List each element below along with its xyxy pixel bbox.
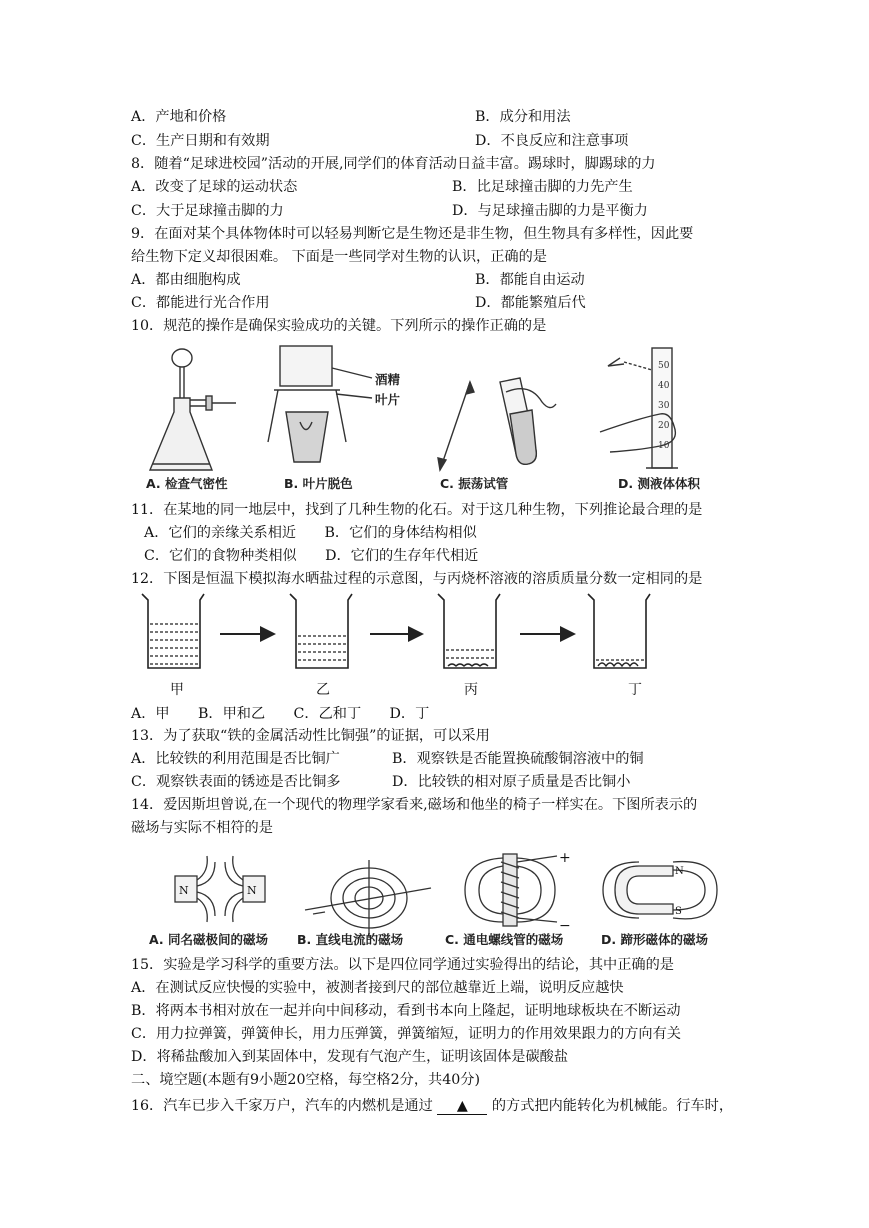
scale-40: 40	[658, 381, 670, 391]
q8-option-b: B．比足球撞击脚的力先产生	[452, 179, 633, 195]
q15-option-d: D．将稀盐酸加入到某固体中，发现有气泡产生，证明该固体是碳酸盐	[131, 1049, 569, 1065]
test-tube-c	[438, 378, 556, 470]
beaker-label-jia: 甲	[170, 682, 184, 698]
solenoid-c	[465, 854, 557, 926]
q13-stem: 13．为了获取“铁的金属活动性比铜强”的证据，可以采用	[131, 728, 490, 744]
q14-stem-line1: 14．爱因斯坦曾说,在一个现代的物理学家看来,磁场和他坐的椅子一样实在。下图所表示的	[131, 797, 698, 813]
q7-option-a: A．产地和价格	[131, 109, 227, 125]
q10-figure	[140, 342, 740, 494]
beaker-jia	[142, 594, 204, 668]
beaker-label-bing: 丙	[464, 682, 478, 698]
q16-text-before: 16．汽车已步入千家万户，汽车的内燃机是通过	[131, 1098, 433, 1114]
beaker-label-ding: 丁	[628, 682, 642, 698]
q9-option-b: B．都能自由运动	[475, 272, 585, 288]
caption-14a: A. 同名磁极间的磁场	[149, 932, 269, 947]
q15-option-b: B．将两本书相对放在一起并向中间移动，看到书本向上隆起，证明地球板块在不断运动	[131, 1003, 681, 1019]
beaker-yi	[290, 594, 352, 668]
q15-option-a: A．在测试反应快慢的实验中，被测者接到尺的部位越靠近上端，说明反应越快	[131, 980, 624, 996]
current-wire-b	[305, 860, 431, 938]
caption-14c: C. 通电螺线管的磁场	[445, 932, 564, 947]
pole-d-bottom: S	[675, 906, 682, 917]
q15-option-c: C．用力拉弹簧，弹簧伸长，用力压弹簧，弹簧缩短，证明力的作用效果跟力的方向有关	[131, 1026, 681, 1042]
terminal-minus: −	[559, 918, 571, 934]
scale-30: 30	[658, 401, 670, 411]
q9-option-d: D．都能繁殖后代	[475, 295, 586, 311]
q8-option-a: A．改变了足球的运动状态	[131, 179, 298, 195]
q12-stem: 12．下图是恒温下模拟海水晒盐过程的示意图，与丙烧杯溶液的溶质质量分数一定相同的是	[131, 571, 703, 587]
q11-options-ab: A．它们的亲缘关系相近 B．它们的身体结构相似	[144, 525, 477, 541]
label-leaf: 叶片	[375, 392, 401, 407]
q7-option-b: B．成分和用法	[475, 109, 571, 125]
beaker-label-yi: 乙	[316, 682, 330, 698]
caption-a: A. 检查气密性	[146, 476, 228, 491]
beaker-bing	[438, 594, 500, 668]
horseshoe-magnet-d	[603, 862, 717, 919]
q12-options: A．甲 B．甲和乙 C．乙和丁 D．丁	[131, 706, 430, 722]
q8-option-d: D．与足球撞击脚的力是平衡力	[452, 203, 648, 219]
q16-line	[131, 1096, 733, 1116]
q9-option-c: C．都能进行光合作用	[131, 295, 270, 311]
q7-option-c: C．生产日期和有效期	[131, 133, 270, 149]
caption-d: D. 测液体体积	[618, 476, 700, 491]
heating-apparatus-b	[268, 346, 372, 462]
q16-answer-blank[interactable]: ▲	[437, 1098, 487, 1115]
q13-option-c: C．观察铁表面的锈迹是否比铜多	[131, 774, 341, 790]
q13-option-b: B．观察铁是否能置换硫酸铜溶液中的铜	[392, 751, 644, 767]
flask-apparatus-a	[150, 349, 236, 470]
q8-option-c: C．大于足球撞击脚的力	[131, 203, 284, 219]
q11-stem: 11．在某地的同一地层中，找到了几种生物的化石。对于这几种生物，下列推论最合理的是	[131, 502, 703, 518]
caption-14b: B. 直线电流的磁场	[297, 932, 404, 947]
terminal-plus: +	[559, 850, 571, 866]
caption-b: B. 叶片脱色	[284, 476, 353, 491]
section-title: 二、境空题(本题有9小题20空格，每空格2分，共40分)	[131, 1072, 480, 1088]
pole-a-left: N	[179, 884, 189, 897]
scale-20: 20	[658, 421, 670, 431]
pole-a-right: N	[247, 884, 257, 897]
pole-d-top: N	[675, 866, 684, 877]
label-alcohol: 酒精	[375, 372, 401, 387]
q15-stem: 15．实验是学习科学的重要方法。以下是四位同学通过实验得出的结论，其中正确的是	[131, 957, 674, 973]
q9-option-a: A．都由细胞构成	[131, 272, 241, 288]
q8-stem: 8．随着“足球进校园”活动的开展,同学们的体育活动日益丰富。踢球时，脚踢球的力	[131, 156, 656, 172]
scale-50: 50	[658, 361, 670, 371]
q9-stem-line2: 给生物下定义却很困难。 下面是一些同学对生物的认识，正确的是	[131, 249, 547, 265]
caption-14d: D. 蹄形磁体的磁场	[601, 932, 708, 947]
q14-magnetic-field-figure	[145, 842, 735, 952]
q13-option-a: A．比较铁的利用范围是否比铜广	[131, 751, 340, 767]
q16-text-after: 的方式把内能转化为机械能。行车时，	[491, 1098, 734, 1114]
q13-option-d: D．比较铁的相对原子质量是否比铜小	[392, 774, 631, 790]
q12-beakers-figure	[130, 590, 700, 702]
scale-10: 10	[658, 441, 670, 451]
beaker-ding	[588, 594, 650, 668]
q14-stem-line2: 磁场与实际不相符的是	[131, 820, 273, 836]
caption-c: C. 振荡试管	[440, 476, 509, 491]
q9-stem-line1: 9．在面对某个具体物体时可以轻易判断它是生物还是非生物，但生物具有多样性，因此要	[131, 226, 694, 242]
q11-options-cd: C．它们的食物种类相似 D．它们的生存年代相近	[144, 548, 479, 564]
q10-stem: 10．规范的操作是确保实验成功的关键。下列所示的操作正确的是	[131, 318, 547, 334]
q7-option-d: D．不良反应和注意事项	[475, 133, 629, 149]
